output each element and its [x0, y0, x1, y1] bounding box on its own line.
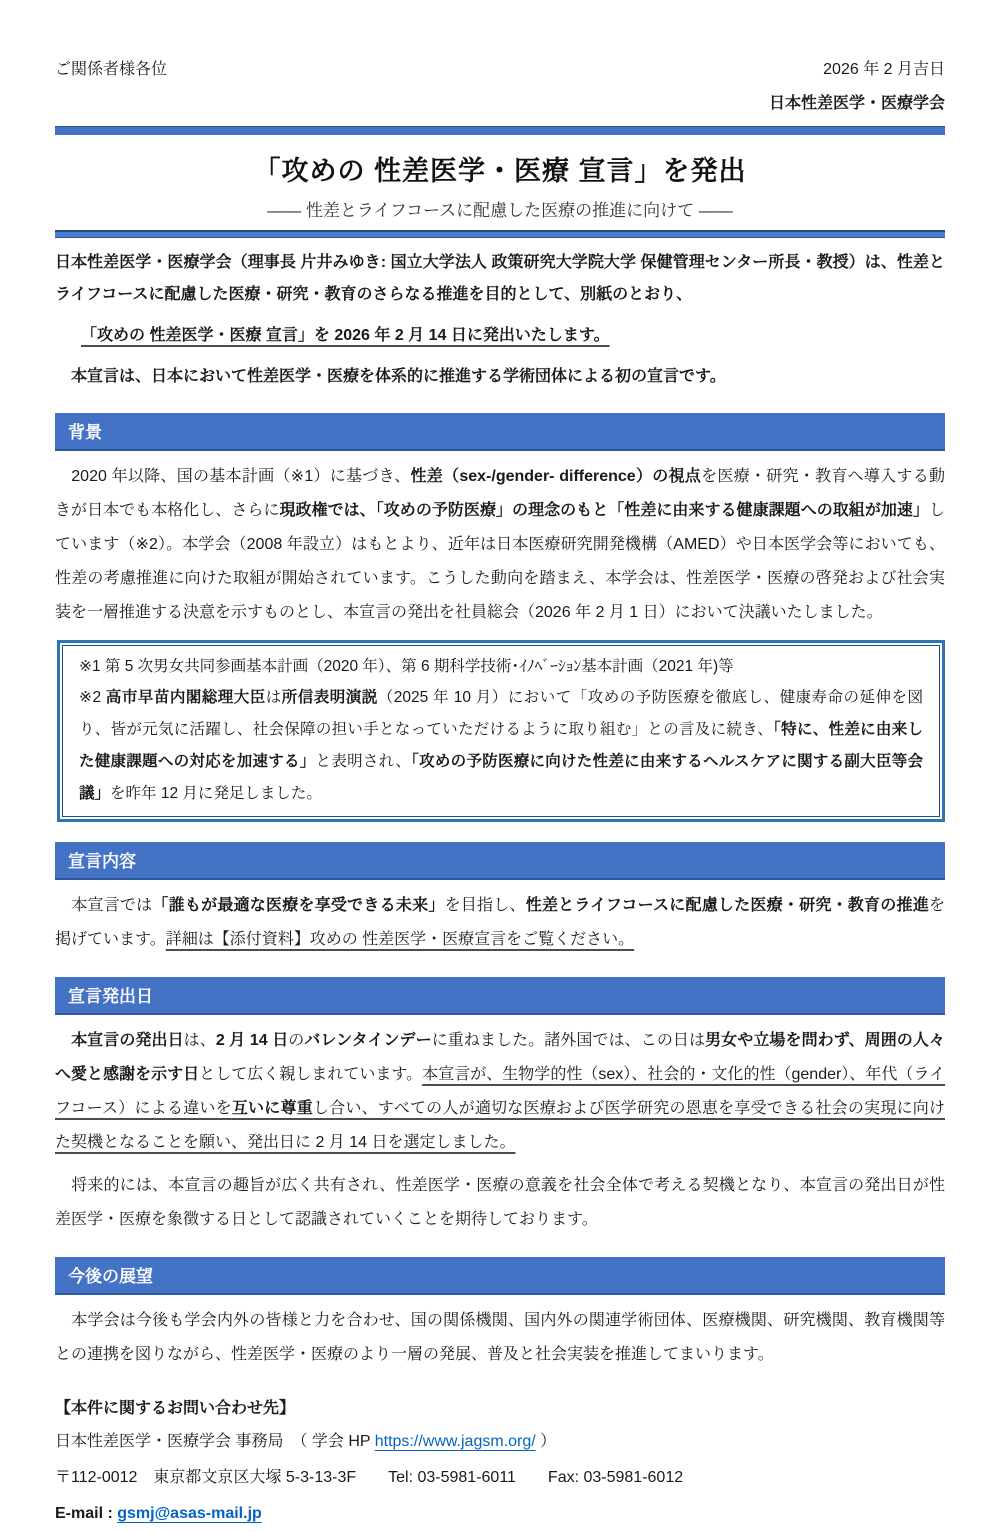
text-run: を掲げています。: [55, 897, 945, 949]
text-run: 現政権では、「攻めの予防医療」の理念のもと「性差に由来する健康課題への取組が加速」: [279, 501, 929, 519]
future-outlook-paragraph: [55, 1304, 945, 1372]
text-run: 本宣言の発出日: [71, 1032, 184, 1050]
text-run: 日本性差医学・医療学会 事務局 （ 学会 HP: [55, 1433, 375, 1451]
link[interactable]: https://www.jagsm.org/: [374, 1433, 536, 1451]
issue-date-paragraph-1: [55, 1024, 945, 1160]
footnote-2: [79, 682, 923, 809]
text-run: を昨年 12 月に発足しました。: [110, 784, 322, 802]
text-run: 「特に、性差に由来した健康課題への対応を加速する」: [79, 721, 923, 770]
text-run: 本学会は今後も学会内外の皆様と力を合わせ、国の関係機関、国内外の関連学術団体、医療機関、研究機関、教育機関等との連携を図りながら、性差医学・医療のより一層の発展、普及と社会実装を推進してまいります。: [55, 1311, 945, 1363]
text-run: を医療・研究・教育へ導入する動きが日本でも本格化し、さらに: [55, 468, 945, 519]
text-run: は: [265, 689, 282, 707]
contact-address-line: [55, 1460, 945, 1496]
intro-paragraph-2: [81, 320, 945, 352]
link[interactable]: gsmj@asas-mail.jp: [117, 1505, 262, 1523]
text-run: 「攻めの予防医療に向けた性差に由来するヘルスケアに関する副大臣等会議」: [79, 752, 923, 802]
contact-email-line: [55, 1496, 945, 1532]
title-divider-rule: [55, 230, 945, 238]
text-run: しています（※2）。本学会（2008 年設立）はもとより、近年は日本医療研究開発機構（AMED）や日本医学会等においても、性差の考慮推進に向けた取組が開始されています。こうした動向を踏まえ、本学会は、性差医学・医療の啓発および社会実装を一層推進する決意を示すものとし、本宣言の発出を社員総会（2026 年 2 月 1 日）において決議いたしました。: [55, 501, 945, 621]
text-run: 高市早苗内閣総理大臣: [105, 689, 266, 707]
text-run: 所信表明演説: [281, 689, 378, 707]
organization-name: 日本性差医学・医療学会: [768, 95, 945, 112]
page-subtitle: ―― 性差とライフコースに配慮した医療の推進に向けて ――: [267, 201, 733, 220]
text-run: は、: [183, 1032, 216, 1050]
text-run: 「誰もが最適な医療を享受できる未来」: [152, 897, 445, 915]
recipient-line: ご関係者様各位: [55, 61, 168, 78]
section-heading-issue-date: 宣言発出日: [55, 977, 945, 1015]
text-run: 男女や立場を問わず、周囲の人々へ愛と感謝を示す日: [55, 1032, 945, 1084]
text-run: を目指し、: [444, 897, 526, 915]
text-run: ※1 第 5 次男女共同参画基本計画（2020 年）、第 6 期科学技術･ｲﾉﾍﾞｰｼｮﾝ基本計画（2021 年)等: [79, 657, 734, 675]
text-run: 性差（sex-/gender- difference）の視点: [410, 468, 702, 485]
contact-heading: 【本件に関するお問い合わせ先】: [55, 1400, 296, 1418]
text-run: 2 月 14 日: [215, 1032, 289, 1050]
text-run: 詳細は【添付資料】攻めの 性差医学・医療宣言をご覧ください。: [165, 931, 635, 949]
page-title: 「攻めの 性差医学・医療 宣言」を発出: [253, 156, 747, 186]
top-divider-rule: [55, 126, 945, 135]
contact-block: [55, 1395, 945, 1532]
text-run: 本宣言では: [55, 897, 153, 915]
text-run: ）: [535, 1433, 557, 1451]
text-run: 性差とライフコースに配慮した医療・研究・教育の推進: [525, 897, 929, 915]
issue-date-paragraph-2: [55, 1169, 945, 1237]
declaration-content-paragraph: [55, 889, 945, 957]
background-paragraph: [55, 460, 945, 630]
date-line: 2026 年 2 月吉日: [823, 61, 945, 78]
text-run: 〒112-0012 東京都文京区大塚 5-3-13-3F Tel: 03-5981-6011 Fax: 03-5981-6012: [55, 1469, 684, 1487]
text-run: の: [288, 1032, 305, 1050]
footnote-box: [57, 640, 945, 823]
intro-paragraph-3: [55, 361, 945, 393]
text-run: 「攻めの 性差医学・医療 宣言」を 2026 年 2 月 14 日に発出いたします。: [81, 327, 610, 344]
text-run: と表明され、: [315, 752, 412, 770]
footnote-box-inner: [62, 645, 940, 818]
text-run: （2025 年 10 月）において「攻めの予防医療を徹底し、健康寿命の延伸を図り、皆が元気に活躍し、社会保障の担い手となっていただけるように取り組む」との言及に続き、: [79, 689, 923, 739]
text-run: として広く親しまれています。: [199, 1066, 423, 1084]
footnote-1: [79, 651, 923, 683]
text-run: し合い、すべての人が適切な医療および医学研究の恩恵を享受できる社会の実現に向けた契機となることを願い、発出日に 2 月 14 日を選定しました。: [55, 1099, 945, 1151]
section-heading-declaration-content: 宣言内容: [55, 842, 945, 880]
text-run: 2020 年以降、国の基本計画（※1）に基づき、: [55, 468, 411, 485]
text-run: バレンタインデー: [304, 1032, 432, 1050]
text-run: [55, 1032, 71, 1049]
section-heading-background: 背景: [55, 413, 945, 451]
document-header: [55, 56, 945, 79]
text-run: E-mail :: [55, 1505, 118, 1523]
contact-office-line: [55, 1424, 945, 1460]
text-run: 将来的には、本宣言の趣旨が広く共有され、性差医学・医療の意義を社会全体で考える契機となり、本宣言の発出日が性差医学・医療を象徴する日として認識されていくことを期待しております。: [55, 1176, 945, 1228]
text-run: ※2: [79, 689, 106, 707]
text-run: 本宣言が、生物学的性（sex）、社会的・文化的性（gender）、年代（ライフコース）による違いを: [55, 1066, 945, 1117]
intro-paragraph-1: [55, 247, 945, 311]
text-run: に重ねました。諸外国では、この日は: [431, 1032, 706, 1050]
text-run: 日本性差医学・医療学会（理事長 片井みゆき: 国立大学法人 政策研究大学院大学 保健管理センター所長・教授）は、性差とライフコースに配慮した医療・研究・教育のさらなる推進を目的として、別紙のとおり、: [55, 254, 945, 303]
text-run: 互いに尊重: [231, 1099, 313, 1117]
section-heading-future-outlook: 今後の展望: [55, 1257, 945, 1295]
text-run: 本宣言は、日本において性差医学・医療を体系的に推進する学術団体による初の宣言です。: [55, 368, 726, 385]
